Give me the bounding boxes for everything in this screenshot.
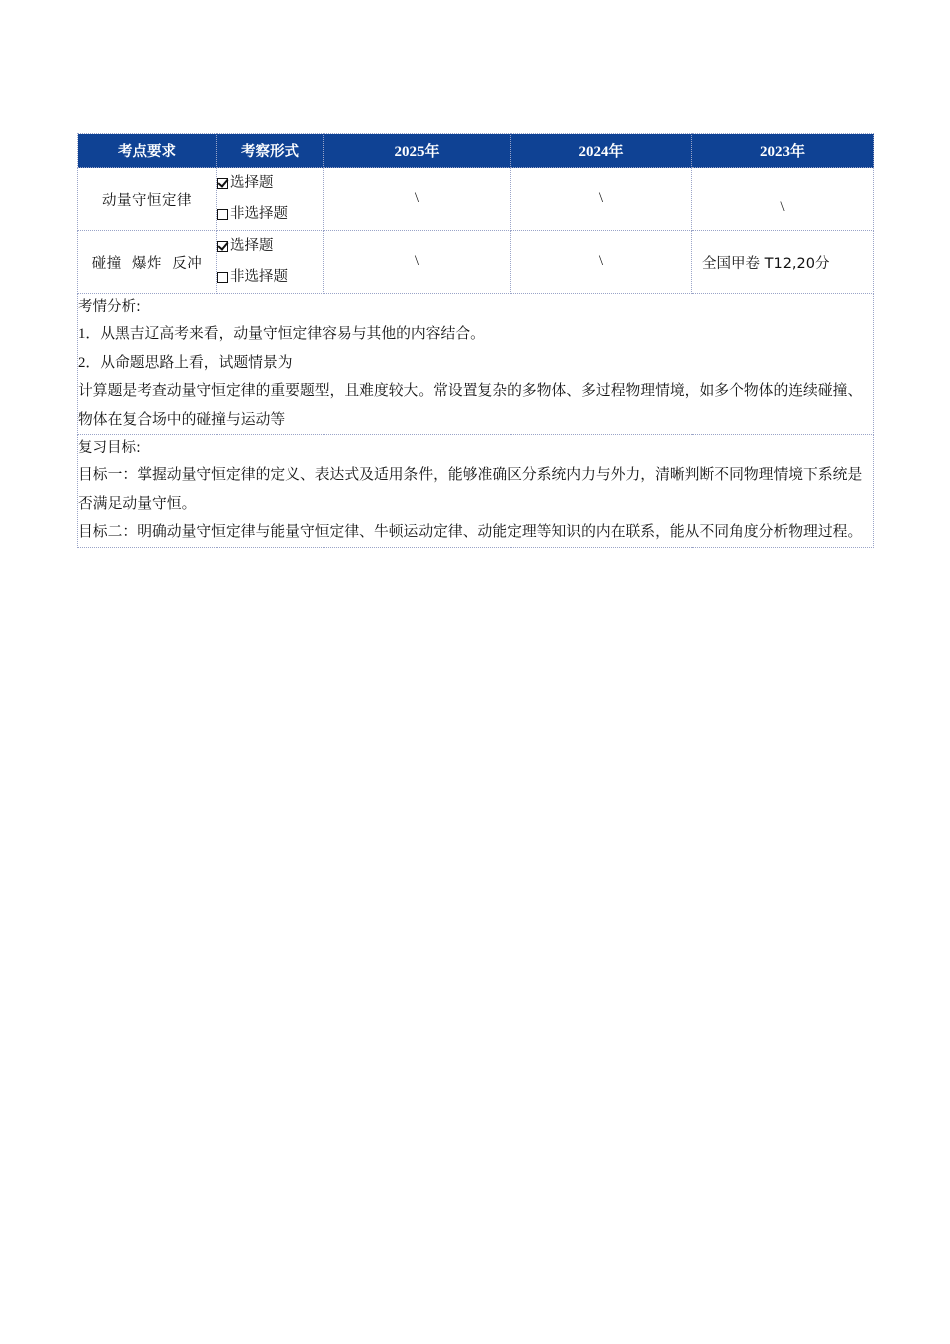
cell-2024: \ [511,231,692,294]
header-form: 考察形式 [217,134,324,168]
goal-item: 目标一：掌握动量守恒定律的定义、表达式及适用条件，能够准确区分系统内力与外力，清晰判断不同物理情境下系统是否满足动量守恒。 [78,467,863,512]
table-row [78,231,874,294]
goals-title: 复习目标: [78,440,141,456]
exam-analysis-table [77,133,874,548]
checked-box-icon [217,178,228,189]
form-cell [217,231,324,294]
option-label: 选择题 [230,238,274,254]
header-2023: 2023年 [692,134,874,168]
analysis-block [78,294,874,435]
analysis-item: 计算题是考查动量守恒定律的重要题型，且难度较大。常设置复杂的多物体、多过程物理情境，如多个物体的连续碰撞、物体在复合场中的碰撞与运动等 [78,383,863,428]
goal-item: 目标二：明确动量守恒定律与能量守恒定律、牛顿运动定律、动能定理等知识的内在联系，能从不同角度分析物理过程。 [78,524,863,540]
option-non-choice [217,262,323,293]
analysis-item: 2．从命题思路上看，试题情景为 [78,354,293,371]
topic-cell: 碰撞 爆炸 反冲 [78,231,217,294]
option-label: 非选择题 [230,206,288,222]
goals-block [78,435,874,548]
header-2024: 2024年 [511,134,692,168]
cell-2023: \ [692,168,874,231]
unchecked-box-icon [217,209,228,220]
cell-2024: \ [511,168,692,231]
header-topic: 考点要求 [78,134,217,168]
table-row [78,168,874,231]
cell-2025: \ [324,168,511,231]
header-2025: 2025年 [324,134,511,168]
cell-2023: 全国甲卷 T12,20分 [692,231,874,294]
cell-2025: \ [324,231,511,294]
option-label: 选择题 [230,175,274,191]
goals-row [78,435,874,548]
table-header-row [78,134,874,168]
option-non-choice [217,199,323,230]
option-choice [217,168,323,199]
analysis-row [78,294,874,435]
analysis-title: 考情分析: [78,299,141,315]
option-choice [217,231,323,262]
unchecked-box-icon [217,272,228,283]
topic-cell: 动量守恒定律 [78,168,217,231]
form-cell [217,168,324,231]
option-label: 非选择题 [230,269,288,285]
analysis-item: 1．从黑吉辽高考来看，动量守恒定律容易与其他的内容结合。 [78,326,485,342]
checked-box-icon [217,241,228,252]
